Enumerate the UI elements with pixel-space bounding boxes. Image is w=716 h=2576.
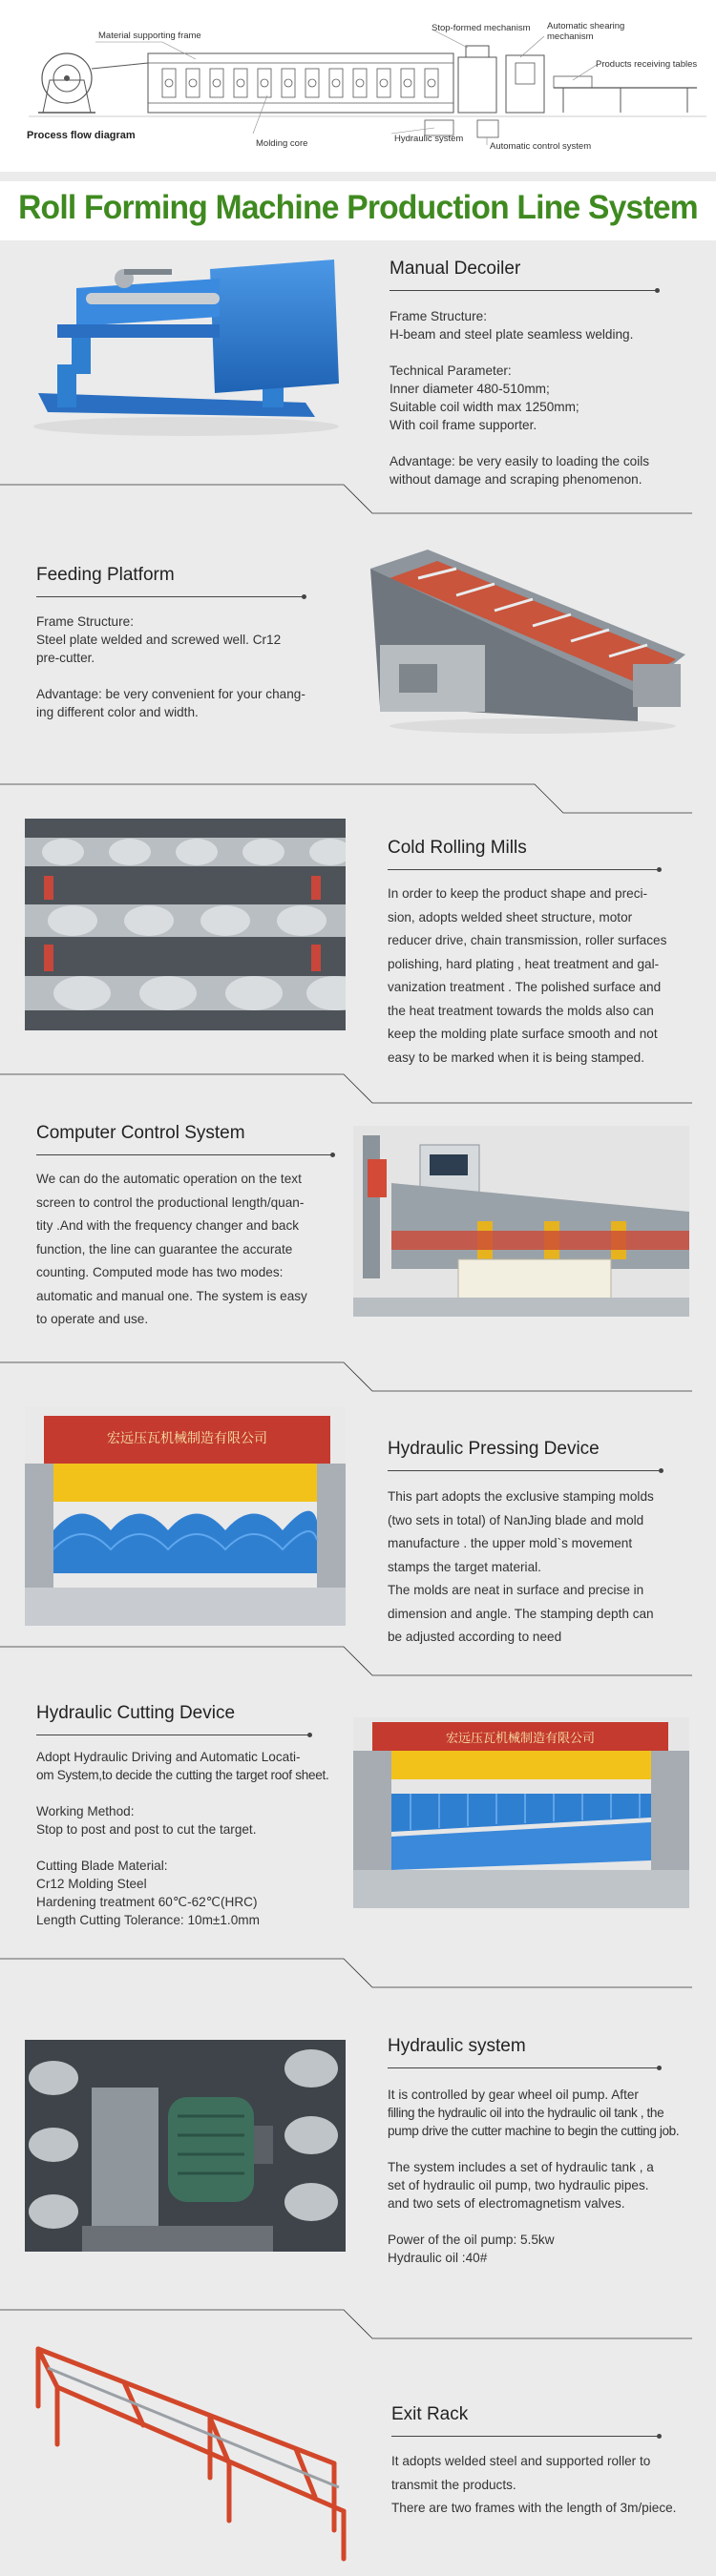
body-line: Stop to post and post to cut the target.	[36, 1822, 257, 1837]
hydraulic-pressing-device-photo	[25, 1406, 346, 1626]
body-line: Frame Structure:	[36, 614, 134, 629]
body-line: transmit the products.	[391, 2477, 516, 2492]
section-title-manual-decoiler: Manual Decoiler	[390, 259, 521, 279]
body-line: Hardening treatment 60℃-62℃(HRC)	[36, 1895, 258, 1909]
body-line: vanization treatment . The polished surface and	[388, 980, 662, 994]
body-line: keep the molding plate surface smooth and not	[388, 1027, 658, 1041]
section-title-computer-control-system: Computer Control System	[36, 1123, 245, 1143]
body-line: We can do the automatic operation on the text	[36, 1172, 302, 1186]
body-line: (two sets in total) of NanJing blade and mold	[388, 1512, 644, 1527]
body-line: Advantage: be very easily to loading the coils	[390, 454, 650, 468]
body-line: polishing, hard plating , heat treatment and gal-	[388, 956, 660, 971]
body-line: easy to be marked when it is being stamped.	[388, 1049, 645, 1065]
label-automatic-shearing-mechanism: Automatic shearing mechanism	[547, 21, 625, 42]
panel-banner-text: 宏远压瓦机械制造有限公司	[445, 1732, 596, 1746]
section-body-computer-control-system	[36, 1168, 356, 1332]
manual-decoiler-photo	[19, 250, 348, 441]
label-material-supporting-frame: Material supporting frame	[98, 31, 201, 41]
body-line: Advantage: be very convenient for your chang-	[36, 687, 305, 701]
section-body-hydraulic-system	[388, 2086, 708, 2267]
hydraulic-system-photo	[25, 2040, 346, 2252]
body-line: ing different color and width.	[36, 705, 199, 719]
section-body-cold-rolling-mills	[388, 883, 707, 1070]
hydraulic-cutting-device-photo	[353, 1717, 689, 1908]
body-line: Length Cutting Tolerance: 10m±1.0mm	[36, 1913, 260, 1927]
section-underline	[36, 596, 304, 597]
section-underline	[388, 869, 659, 870]
section-title-hydraulic-cutting-device: Hydraulic Cutting Device	[36, 1703, 236, 1723]
label-molding-core: Molding core	[256, 138, 308, 149]
body-line: manufacture . the upper mold`s movement	[388, 1536, 633, 1550]
section-underline	[391, 2436, 659, 2437]
section-divider	[0, 777, 716, 815]
body-line: pump drive the cutter machine to begin the cutting job.	[388, 2124, 680, 2138]
label-products-receiving-tables: Products receiving tables	[596, 59, 698, 70]
body-line: function, the line can guarantee the accurate	[36, 1241, 293, 1257]
section-divider	[0, 1951, 716, 1989]
body-line: The system includes a set of hydraulic tank , a	[388, 2160, 654, 2174]
body-line: reducer drive, chain transmission, roller surfaces	[388, 933, 667, 947]
body-line: Technical Parameter:	[390, 364, 512, 378]
body-line: The molds are neat in surface and precise in	[388, 1583, 644, 1597]
body-line: Cutting Blade Material:	[36, 1859, 168, 1873]
label-stop-formed-mechanism: Stop-formed mechanism	[432, 23, 531, 33]
body-line: There are two frames with the length of 3m/piece.	[391, 2501, 677, 2515]
section-underline	[388, 1470, 661, 1471]
body-line: automatic and manual one. The system is easy	[36, 1288, 307, 1303]
feeding-platform-photo	[351, 540, 690, 736]
section-title-hydraulic-system: Hydraulic system	[388, 2036, 526, 2056]
body-line: Power of the oil pump: 5.5kw	[388, 2233, 555, 2247]
body-line: screen to control the productional length/quan-	[36, 1195, 305, 1210]
body-line: Inner diameter 480-510mm;	[390, 382, 550, 396]
body-line: Steel plate welded and screwed well. Cr12	[36, 633, 282, 647]
section-title-exit-rack: Exit Rack	[391, 2404, 469, 2424]
title-bar	[0, 181, 716, 240]
body-line: om System,to decide the cutting the target roof sheet.	[36, 1768, 329, 1782]
body-line: Suitable coil width max 1250mm;	[390, 400, 579, 414]
body-line: dimension and angle. The stamping depth can	[388, 1606, 654, 1621]
body-line: Adopt Hydraulic Driving and Automatic Locati-	[36, 1750, 301, 1764]
section-body-hydraulic-cutting-device	[36, 1748, 356, 1929]
process-flow-diagram	[0, 0, 716, 172]
body-line: stamps the target material.	[388, 1559, 541, 1574]
section-title-hydraulic-pressing-device: Hydraulic Pressing Device	[388, 1439, 600, 1459]
body-line: to operate and use.	[36, 1312, 149, 1326]
body-line: It adopts welded steel and supported roller to	[391, 2454, 651, 2468]
page-title: Roll Forming Machine Production Line System	[18, 189, 698, 226]
body-line: This part adopts the exclusive stamping molds	[388, 1489, 654, 1504]
section-body-manual-decoiler	[390, 307, 705, 488]
panel-banner-text: 宏远压瓦机械制造有限公司	[107, 1431, 267, 1446]
body-line: pre-cutter.	[36, 651, 95, 665]
body-line: It is controlled by gear wheel oil pump. After	[388, 2088, 639, 2102]
label-hydraulic-system: Hydraulic system	[394, 134, 464, 144]
section-divider	[0, 1639, 716, 1677]
body-line: In order to keep the product shape and preci-	[388, 886, 648, 901]
section-body-feeding-platform	[36, 613, 351, 721]
body-line: Cr12 Molding Steel	[36, 1877, 147, 1891]
section-underline	[36, 1154, 332, 1155]
section-divider	[0, 1067, 716, 1105]
body-line: With coil frame supporter.	[390, 418, 537, 432]
exit-rack-photo	[19, 2330, 363, 2564]
body-line: and two sets of electromagnetism valves.	[388, 2196, 625, 2211]
body-line: Frame Structure:	[390, 309, 487, 323]
body-line: be adjusted according to need	[388, 1630, 562, 1644]
body-line: the heat treatment towards the molds also can	[388, 1003, 654, 1018]
section-title-cold-rolling-mills: Cold Rolling Mills	[388, 838, 527, 858]
body-line: filling the hydraulic oil into the hydraulic oil tank , the	[388, 2106, 664, 2120]
section-title-feeding-platform: Feeding Platform	[36, 565, 175, 585]
label-process-flow-diagram: Process flow diagram	[27, 130, 136, 141]
section-body-hydraulic-pressing-device	[388, 1485, 707, 1650]
section-divider	[0, 477, 716, 515]
body-line: H-beam and steel plate seamless welding.	[390, 327, 634, 342]
body-line: counting. Computed mode has two modes:	[36, 1265, 284, 1279]
section-underline	[388, 2067, 659, 2068]
body-line: set of hydraulic oil pump, two hydraulic pipes.	[388, 2178, 649, 2192]
body-line: Hydraulic oil :40#	[388, 2251, 488, 2265]
section-body-exit-rack	[391, 2450, 711, 2521]
body-line: tity .And with the frequency changer and back	[36, 1218, 300, 1233]
computer-control-system-photo	[353, 1126, 689, 1317]
label-automatic-control-system: Automatic control system	[490, 141, 592, 152]
cold-rolling-mills-photo	[25, 819, 346, 1030]
body-line: Working Method:	[36, 1804, 135, 1818]
section-underline	[390, 290, 657, 291]
body-line: sion, adopts welded sheet structure, motor	[388, 909, 633, 924]
section-divider	[0, 1355, 716, 1393]
body-line: without damage and scraping phenomenon.	[390, 472, 642, 487]
